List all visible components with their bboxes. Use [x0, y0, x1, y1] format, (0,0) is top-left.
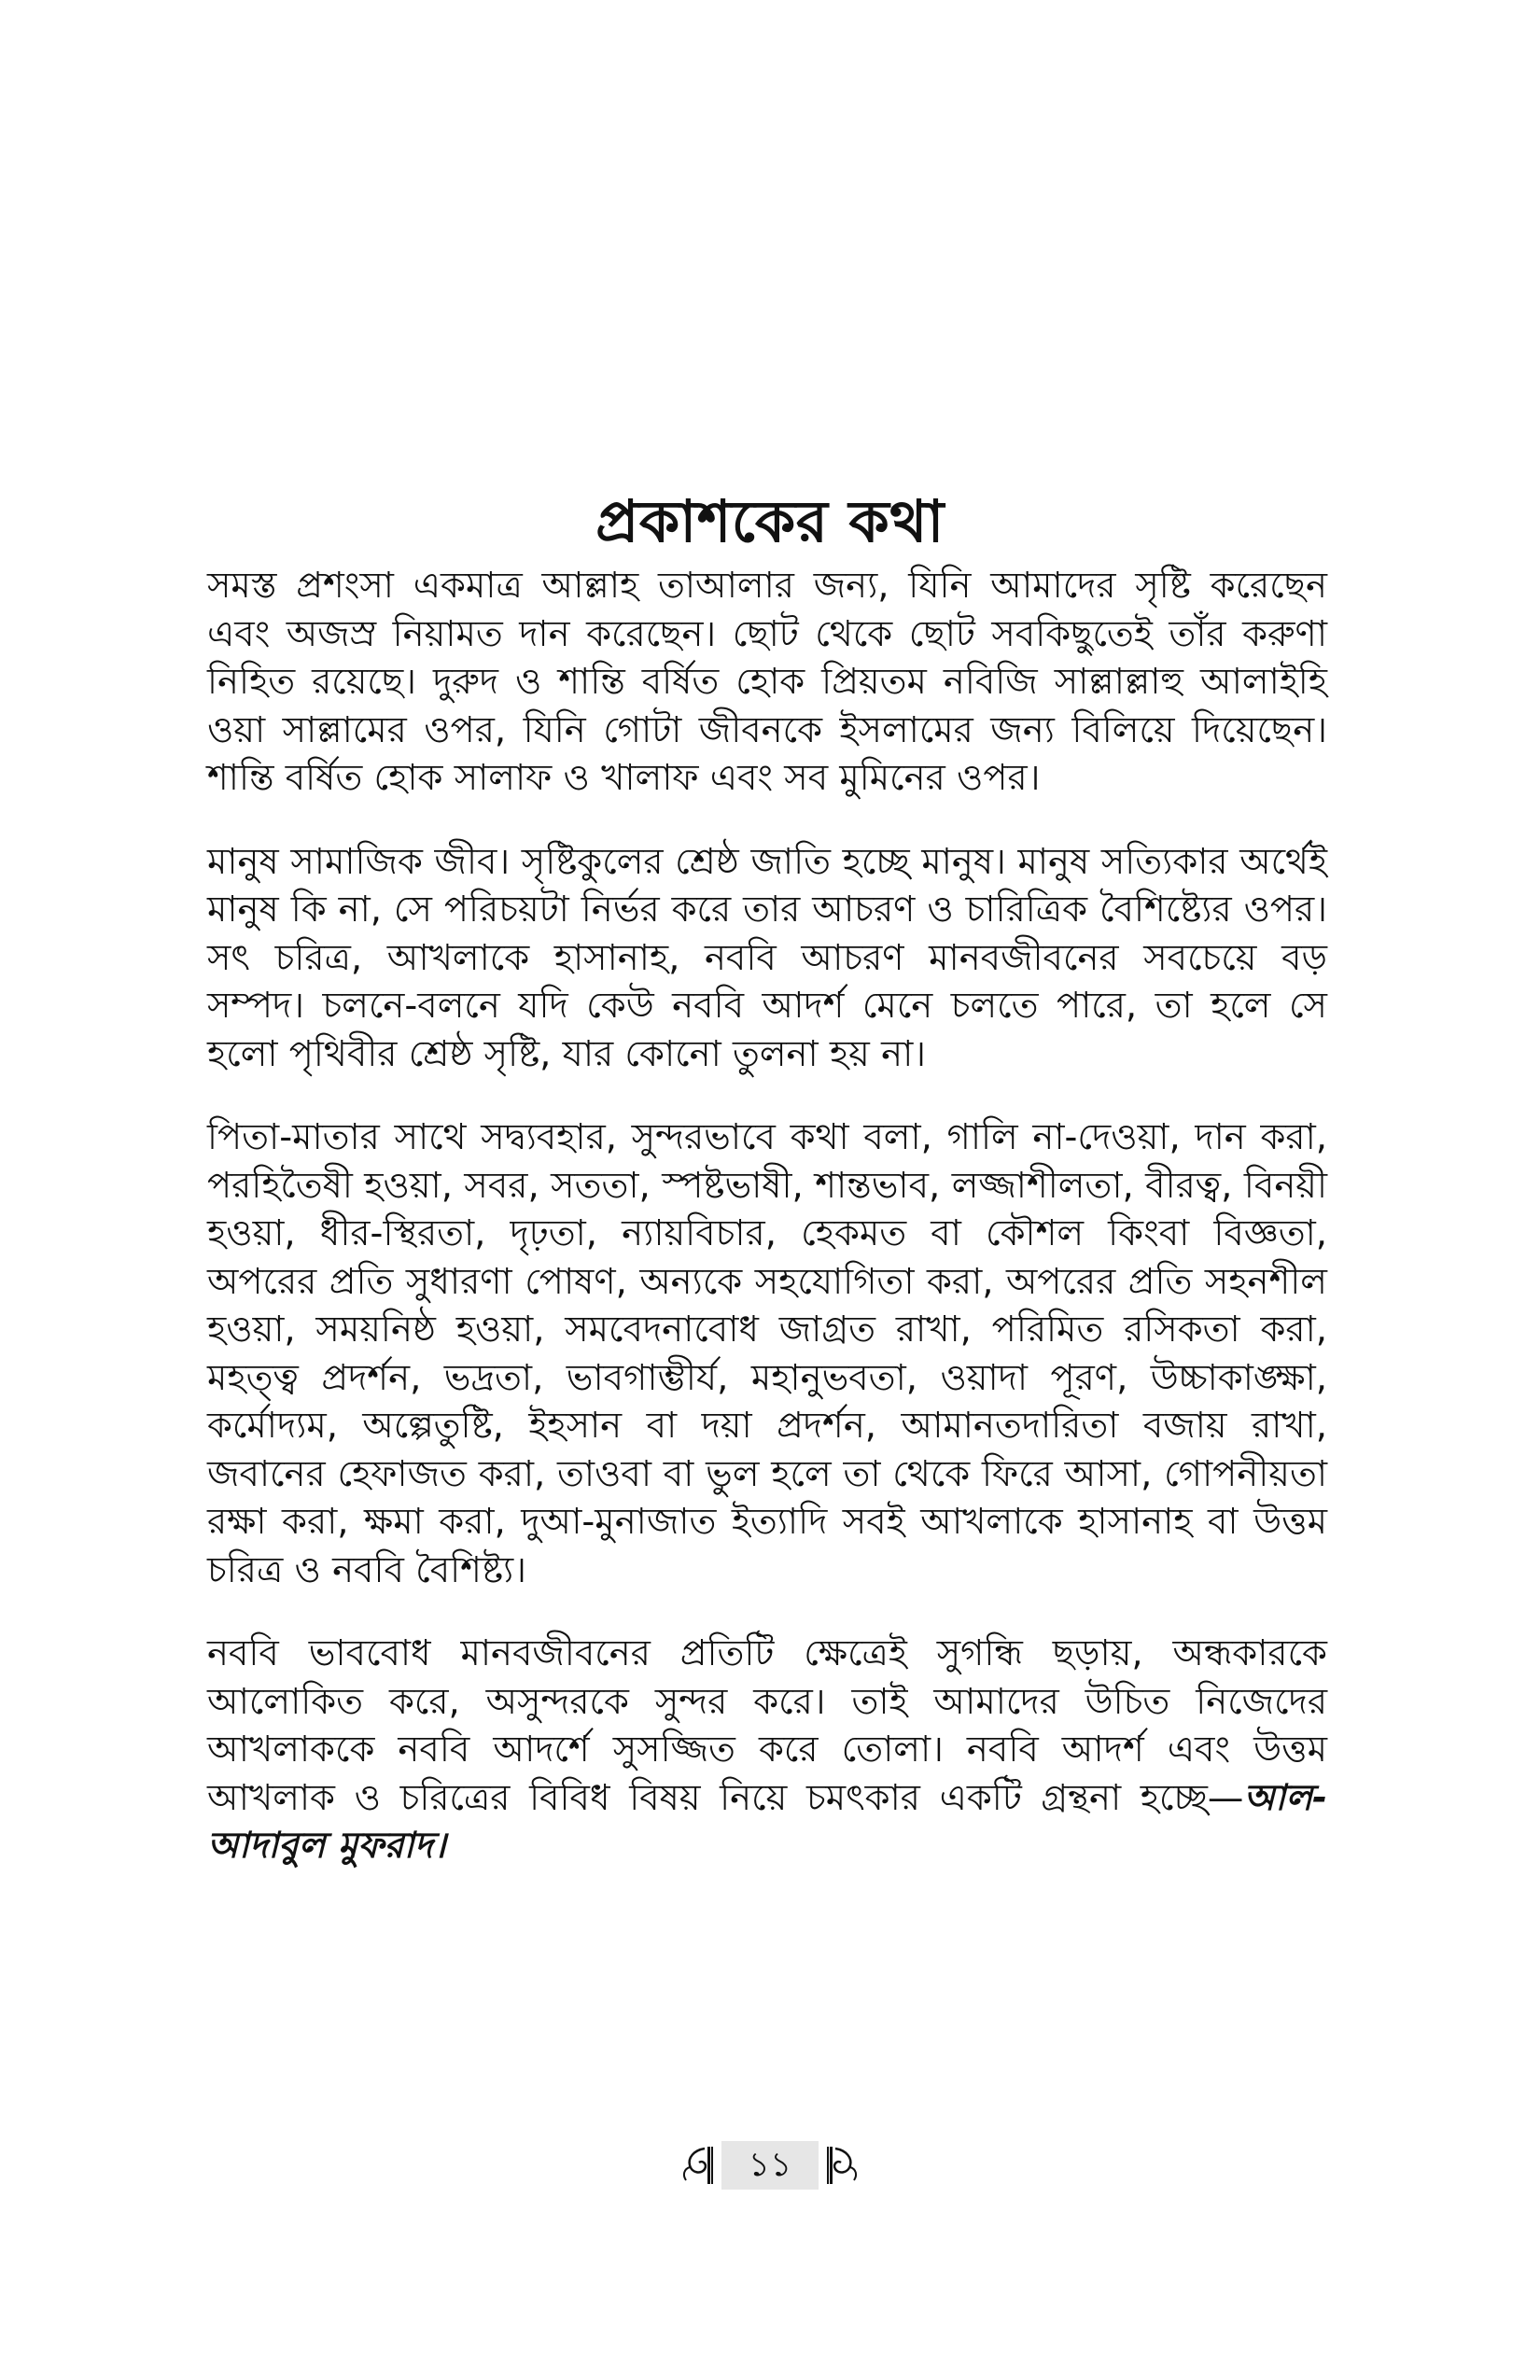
- paragraph-3: পিতা-মাতার সাথে সদ্ব্যবহার, সুন্দরভাবে কথা বলা, গালি না-দেওয়া, দান করা, পরহিতৈষী হওয়া, সবর, সততা, স্পষ্টভাষী, শান্তভাব, লজ্জাশীলতা, বীরত্ব, বিনয়ী হওয়া, ধীর-স্থিরতা, দৃঢ়তা, ন্যায়বিচার, হেকমত বা কৌশল কিংবা বিজ্ঞতা, অপরের প্রতি সুধারণা পোষণ, অন্যকে সহযোগিতা করা, অপরের প্রতি সহনশীল হওয়া, সময়নিষ্ঠ হওয়া, সমবেদনাবোধ জাগ্রত রাখা, পরিমিত রসিকতা করা, মহত্ত্ব প্রদর্শন, ভদ্রতা, ভাবগাম্ভীর্য, মহানুভবতা, ওয়াদা পূরণ, উচ্চাকাঙ্ক্ষা, কর্মোদ্যম, অল্পেতুষ্টি, ইহসান বা দয়া প্রদর্শন, আমানতদারিতা বজায় রাখা, জবানের হেফাজত করা, তাওবা বা ভুল হলে তা থেকে ফিরে আসা, গোপনীয়তা রক্ষা করা, ক্ষমা করা, দুআ-মুনাজাত ইত্যাদি সবই আখলাকে হাসানাহ বা উত্তম চরিত্র ও নববি বৈশিষ্ট্য।: [207, 1116, 1327, 1591]
- paragraph-4: [207, 1630, 1327, 1870]
- body-text: [207, 562, 1327, 1906]
- left-ornament-icon: [677, 2143, 714, 2188]
- paragraph-4-text: নববি ভাববোধ মানবজীবনের প্রতিটি ক্ষেত্রেই সুগন্ধি ছড়ায়, অন্ধকারকে আলোকিত করে, অসুন্দরকে সুন্দর করে। তাই আমাদের উচিত নিজেদের আখলাককে নববি আদর্শে সুসজ্জিত করে তোলা। নববি আদর্শ এবং উত্তম আখলাক ও চরিত্রের বিবিধ বিষয় নিয়ে চমৎকার একটি গ্রন্থনা হচ্ছে—: [207, 1632, 1327, 1819]
- page-folio: [0, 2141, 1540, 2190]
- paragraph-2: মানুষ সামাজিক জীব। সৃষ্টিকুলের শ্রেষ্ঠ জাতি হচ্ছে মানুষ। মানুষ সত্যিকার অর্থেই মানুষ কি না, সে পরিচয়টা নির্ভর করে তার আচরণ ও চারিত্রিক বৈশিষ্ট্যের ওপর। সৎ চরিত্র, আখলাকে হাসানাহ, নববি আচরণ মানবজীবনের সবচেয়ে বড় সম্পদ। চলনে-বলনে যদি কেউ নববি আদর্শ মেনে চলতে পারে, তা হলে সে হলো পৃথিবীর শ্রেষ্ঠ সৃষ্টি, যার কোনো তুলনা হয় না।: [207, 840, 1327, 1075]
- right-ornament-icon: [826, 2143, 863, 2188]
- page-number: ১১: [721, 2141, 819, 2190]
- page-title: প্রকাশকের কথা: [595, 486, 945, 555]
- paragraph-1: সমস্ত প্রশংসা একমাত্র আল্লাহ তাআলার জন্য, যিনি আমাদের সৃষ্টি করেছেন এবং অজস্র নিয়ামত দান করেছেন। ছোট থেকে ছোট সবকিছুতেই তাঁর করুণা নিহিত রয়েছে। দুরুদ ও শান্তি বর্ষিত হোক প্রিয়তম নবিজি সাল্লাল্লাহু আলাইহি ওয়া সাল্লামের ওপর, যিনি গোটা জীবনকে ইসলামের জন্য বিলিয়ে দিয়েছেন। শান্তি বর্ষিত হোক সালাফ ও খালাফ এবং সব মুমিনের ওপর।: [207, 565, 1327, 799]
- book-title-reference: আল-আদাবুল মুফরাদ।: [207, 1776, 1327, 1867]
